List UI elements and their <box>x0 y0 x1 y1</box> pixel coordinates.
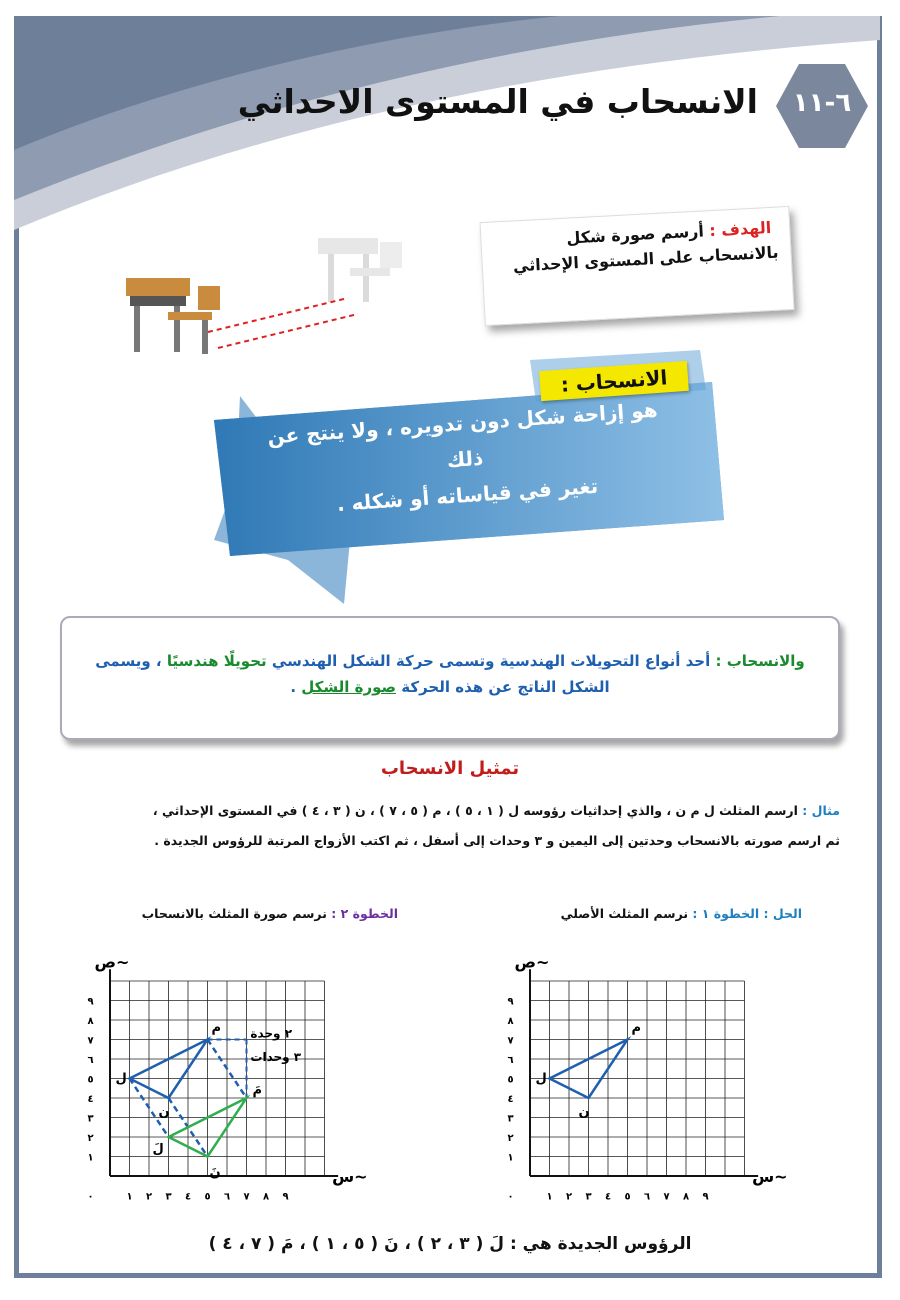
x-tick-label: ٩ <box>282 1191 289 1203</box>
y-tick-label: ٣ <box>87 1113 94 1125</box>
graph-step2 <box>60 944 440 1214</box>
note-part-5: . <box>290 678 297 696</box>
origin-label: ٠ <box>87 1191 94 1203</box>
note-text <box>74 648 826 700</box>
step1-caption <box>561 906 802 921</box>
y-tick-label: ٨ <box>507 1016 514 1027</box>
definition-line-1: هو إزاحة شكل دون تدويره ، ولا ينتج عن ذلك <box>266 397 659 473</box>
y-tick-label: ٢ <box>507 1133 514 1144</box>
definition-ribbon <box>0 0 900 620</box>
example-line-1: ارسم المثلث ل م ن ، والذي إحداثيات رؤوسه ل ( ١ ، ٥ ) ، م ( ٥ ، ٧ ) ، ن ( ٣ ، ٤ ) في المستوى الإحداثي ، <box>152 803 798 818</box>
vertex-label-image: مَ <box>252 1083 263 1098</box>
y-tick-label: ٥ <box>507 1074 514 1086</box>
x-tick-label: ٤ <box>604 1191 612 1203</box>
vertex-label-image: نَ <box>209 1165 221 1181</box>
y-tick-label: ٧ <box>507 1035 514 1047</box>
vertex-label-original: ل <box>535 1071 547 1087</box>
annotation-right: ٢ وحدة <box>250 1026 293 1041</box>
y-tick-label: ٦ <box>87 1055 94 1066</box>
goal-text-2: بالانسحاب على المستوى الإحداثي <box>512 242 779 276</box>
x-tick-label: ١ <box>126 1191 133 1203</box>
vertex-label-original: م <box>211 1020 222 1036</box>
x-tick-label: ٥ <box>624 1191 631 1203</box>
x-tick-label: ٣ <box>165 1191 172 1203</box>
note-part-1: أحد أنواع التحويلات الهندسية وتسمى حركة الشكل الهندسي <box>271 652 711 670</box>
x-tick-label: ٧ <box>243 1191 250 1203</box>
definition-tag: الانسحاب : <box>539 361 689 401</box>
step2-text: نرسم صورة المثلث بالانسحاب <box>141 906 327 921</box>
y-tick-label: ١ <box>87 1152 94 1164</box>
y-tick-label: ٩ <box>87 996 94 1008</box>
graph-step1 <box>480 944 860 1214</box>
vertex-label-original: ن <box>578 1105 590 1120</box>
y-tick-label: ٢ <box>87 1133 94 1144</box>
final-answer: الرؤوس الجديدة هي : لَ ( ٣ ، ٢ ) ، نَ ( ٥ ، ١ ) ، مَ ( ٧ ، ٤ ) <box>208 1234 692 1254</box>
origin-label: ٠ <box>507 1191 514 1203</box>
y-tick-label: ٩ <box>507 996 514 1008</box>
x-tick-label: ٩ <box>702 1191 709 1203</box>
x-tick-label: ٦ <box>223 1191 231 1203</box>
step2-caption <box>142 906 398 921</box>
y-tick-label: ٥ <box>87 1074 94 1086</box>
y-tick-label: ٤ <box>507 1094 514 1105</box>
y-tick-label: ٦ <box>507 1055 514 1066</box>
lesson-title: الانسحاب في المستوى الاحداثي <box>237 82 758 121</box>
vertex-label-original: م <box>631 1020 642 1036</box>
step1-label: الخطوة ١ : <box>692 906 760 921</box>
vertex-label-original: ن <box>158 1105 170 1120</box>
solution-label: الحل : <box>763 906 802 921</box>
y-tick-label: ٧ <box>87 1035 94 1047</box>
y-axis-label: ص~ <box>514 952 550 972</box>
x-tick-label: ٥ <box>204 1191 211 1203</box>
example-label: مثال : <box>802 803 840 818</box>
lesson-number: ٦-١١ <box>792 88 852 118</box>
y-tick-label: ١ <box>507 1152 514 1164</box>
step1-text: نرسم المثلث الأصلي <box>560 906 689 921</box>
x-tick-label: ٢ <box>565 1191 573 1203</box>
x-tick-label: ٦ <box>643 1191 651 1203</box>
goal-label: الهدف : <box>708 217 772 241</box>
example-text <box>40 796 840 856</box>
x-tick-label: ٨ <box>682 1191 690 1203</box>
vertex-label-original: ل <box>115 1071 127 1087</box>
x-tick-label: ٢ <box>145 1191 153 1203</box>
y-tick-label: ٣ <box>507 1113 514 1125</box>
y-tick-label: ٤ <box>87 1094 94 1105</box>
example-line-2: ثم ارسم صورته بالانسحاب وحدتين إلى اليمين و ٣ وحدات إلى أسفل ، ثم اكتب الأزواج المرتبة للرؤوس الجديدة . <box>154 833 840 848</box>
section-title: تمثيل الانسحاب <box>380 758 520 779</box>
note-part-4: صورة الشكل <box>301 678 397 696</box>
x-axis-label: س~ <box>332 1167 368 1186</box>
x-tick-label: ٤ <box>184 1191 192 1203</box>
y-axis-label: ص~ <box>94 952 130 972</box>
x-tick-label: ٨ <box>262 1191 270 1203</box>
definition-line-2: تغير في قياساته أو شكله . <box>336 473 599 517</box>
y-tick-label: ٨ <box>87 1016 94 1027</box>
x-tick-label: ١ <box>546 1191 553 1203</box>
x-tick-label: ٧ <box>663 1191 670 1203</box>
annotation-down: ٣ وحدات <box>250 1049 302 1064</box>
step2-label: الخطوة ٢ : <box>331 906 398 921</box>
x-axis-label: س~ <box>752 1167 788 1186</box>
note-part-3: ، ويسمى الشكل الناتج عن هذه الحركة <box>95 652 610 696</box>
x-tick-label: ٣ <box>585 1191 592 1203</box>
note-part-2: تحويلًا هندسيًا <box>166 652 267 670</box>
note-term: والانسحاب : <box>715 652 805 670</box>
goal-text-1: أرسم صورة شكل <box>565 221 705 248</box>
vertex-label-image: لَ <box>152 1142 164 1157</box>
